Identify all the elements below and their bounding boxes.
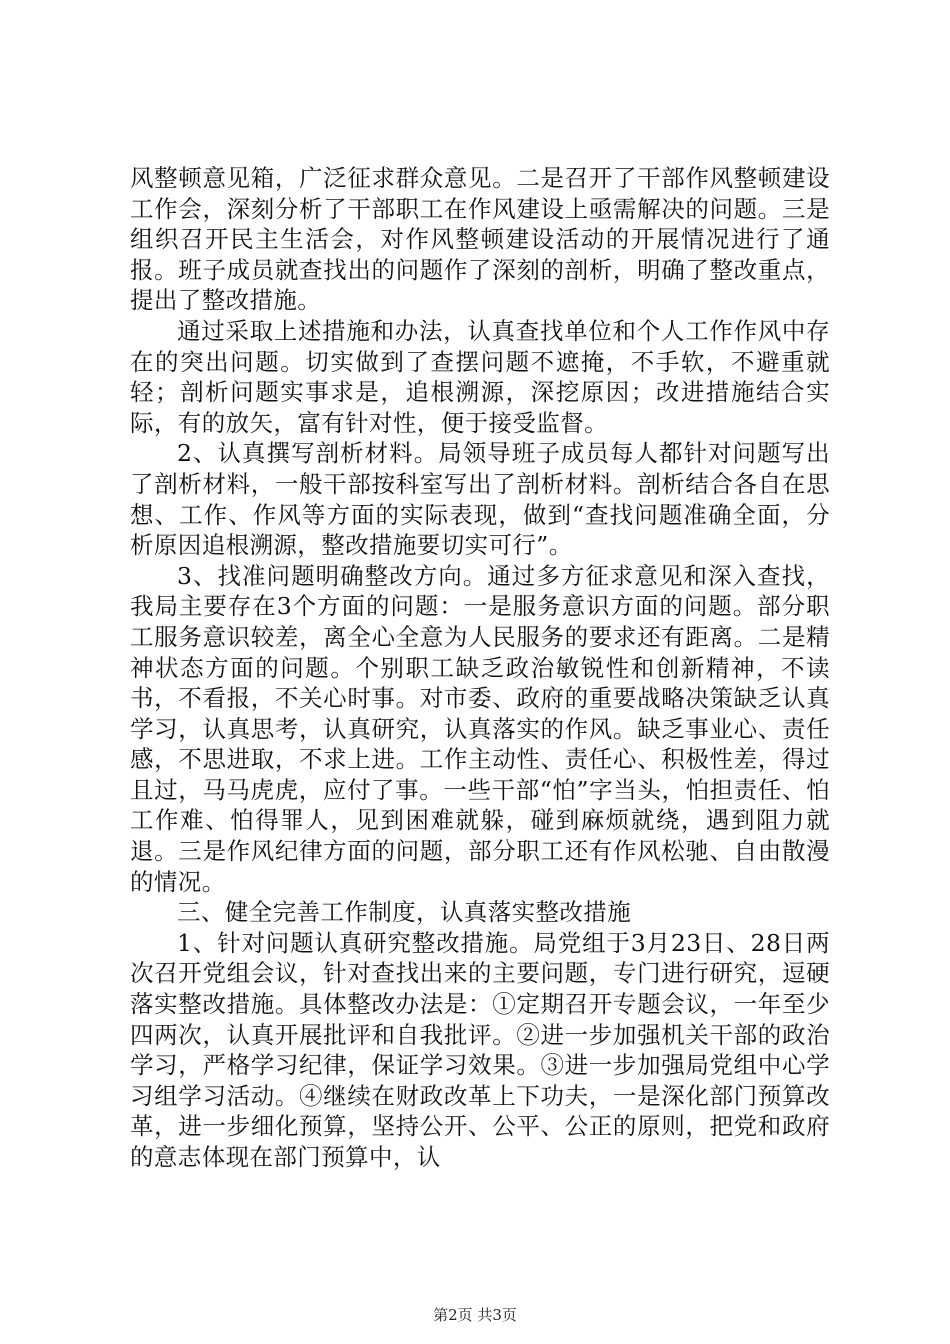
document-body <box>130 163 830 1173</box>
paragraph-continuation: 风整顿意见箱，广泛征求群众意见。二是召开了干部作风整顿建设工作会，深刻分析了干部职工在作风建设上亟需解决的问题。三是组织召开民主生活会，对作风整顿建设活动的开展情况进行了通报。班子成员就查找出的问题作了深刻的剖析，明确了整改重点，提出了整改措施。 <box>130 164 830 315</box>
page-number-footer: 第2页 共3页 <box>433 1306 517 1324</box>
paragraph-item-3: 3、找准问题明确整改方向。通过多方征求意见和深入查找，我局主要存在3个方面的问题：一是服务意识方面的问题。部分职工服务意识较差，离全心全意为人民服务的要求还有距离。二是精神状态方面的问题。个别职工缺乏政治敏锐性和创新精神，不读书，不看报，不关心时事。对市委、政府的重要战略决策缺乏认真学习，认真思考，认真研究，认真落实的作风。缺乏事业心、责任感，不思进取，不求上进。工作主动性、责任心、积极性差，得过且过，马马虎虎，应付了事。一些干部“怕”字当头，怕担责任、怕工作难、怕得罪人，见到困难就躲，碰到麻烦就绕，遇到阻力就退。三是作风纪律方面的问题，部分职工还有作风松驰、自由散漫的情况。 <box>130 561 830 896</box>
paragraph-measures-summary: 通过采取上述措施和办法，认真查找单位和个人工作作风中存在的突出问题。切实做到了查摆问题不遮掩，不手软，不避重就轻；剖析问题实事求是，追根溯源，深挖原因；改进措施结合实际，有的放矢，富有针对性，便于接受监督。 <box>130 316 830 437</box>
paragraph-section-3-item-1: 1、针对问题认真研究整改措施。局党组于3月23日、28日两次召开党组会议，针对查找出来的主要问题，专门进行研究，逗硬落实整改措施。具体整改办法是：①定期召开专题会议，一年至少四两次，认真开展批评和自我批评。②进一步加强机关干部的政治学习，严格学习纪律，保证学习效果。③进一步加强局党组中心学习组学习活动。④继续在财政改革上下功夫，一是深化部门预算改革，进一步细化预算，坚持公开、公平、公正的原则，把党和政府的意志体现在部门预算中，认 <box>130 928 830 1171</box>
paragraph-item-2: 2、认真撰写剖析材料。局领导班子成员每人都针对问题写出了剖析材料，一般干部按科室写出了剖析材料。剖析结合各自在思想、工作、作风等方面的实际表现，做到“查找问题准确全面，分析原因追根溯源，整改措施要切实可行”。 <box>130 439 830 560</box>
section-heading-3: 三、健全完善工作制度，认真落实整改措施 <box>177 898 632 927</box>
